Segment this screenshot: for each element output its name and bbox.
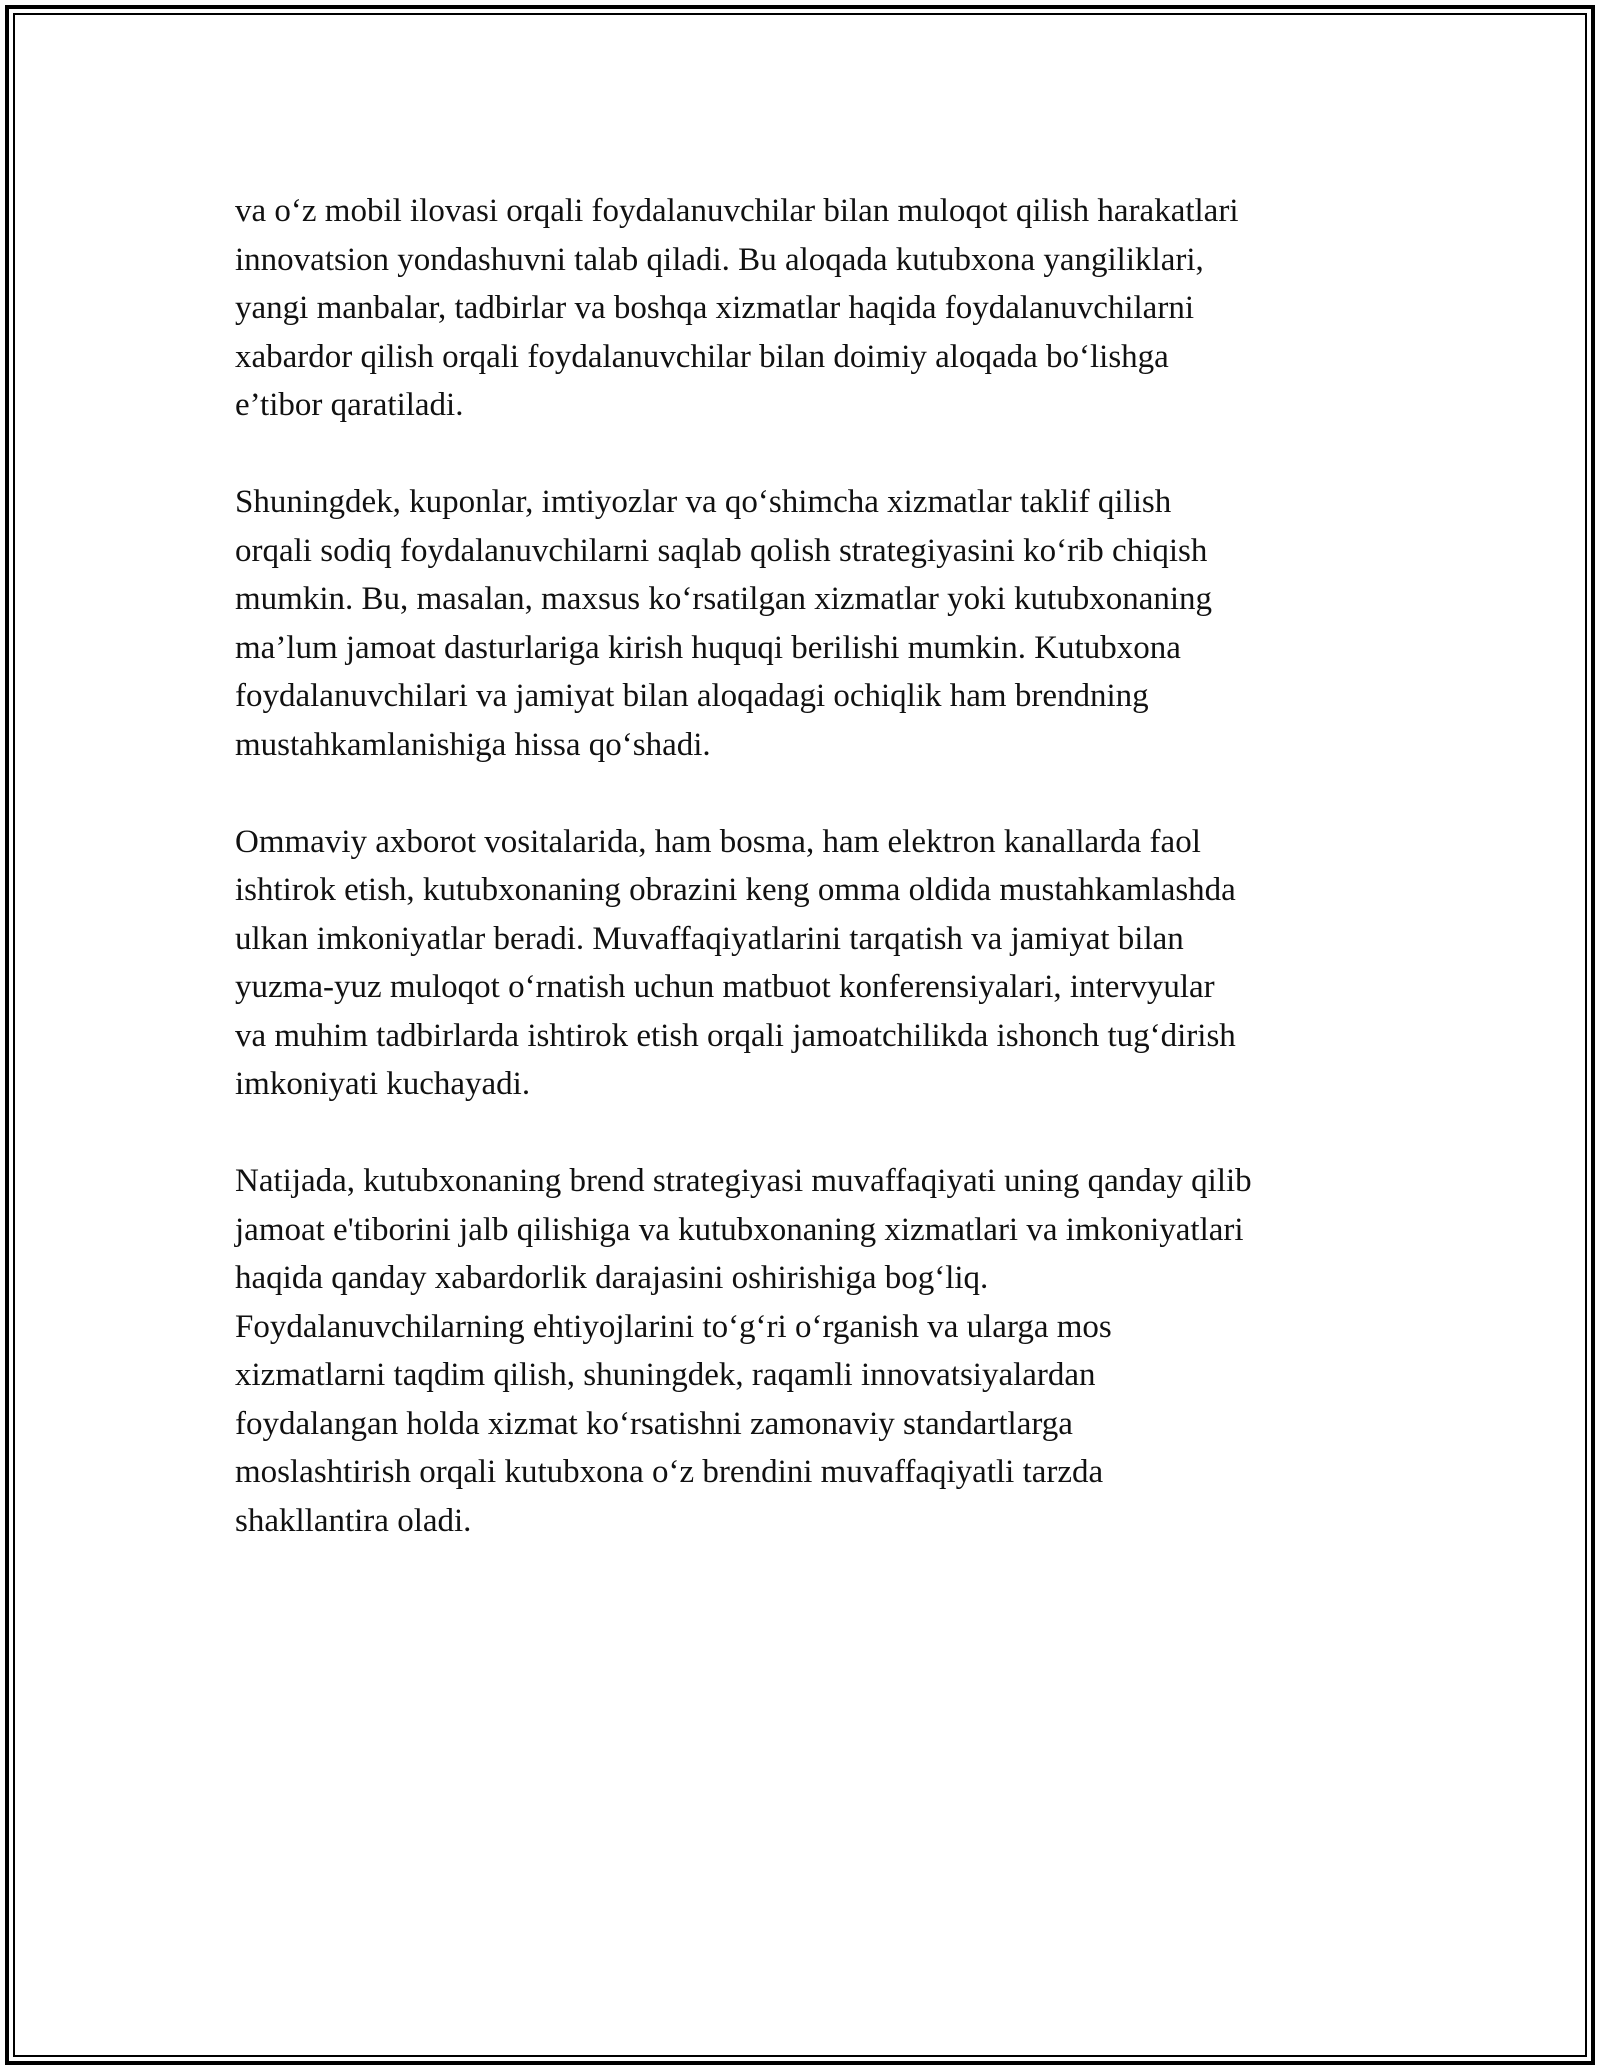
text-line: jamoat e'tiborini jalb qilishiga va kutubxonaning xizmatlari va imkoniyatlari bbox=[235, 1211, 1244, 1248]
text-line: yangi manbalar, tadbirlar va boshqa xizmatlar haqida foydalanuvchilarni bbox=[235, 290, 1194, 326]
text-line: foydalangan holda xizmat ko‘rsatishni zamonaviy standartlarga bbox=[235, 1405, 1073, 1442]
document-body bbox=[235, 187, 1370, 1594]
text-line: haqida qanday xabardorlik darajasini oshirishiga bog‘liq. bbox=[235, 1260, 989, 1296]
text-line: va muhim tadbirlarda ishtirok etish orqali jamoatchilikda ishonch tug‘dirish bbox=[235, 1017, 1236, 1054]
text-line: moslashtirish orqali kutubxona o‘z brendini muvaffaqiyatli tarzda bbox=[235, 1454, 1104, 1490]
text-line: ulkan imkoniyatlar beradi. Muvaffaqiyatlarini tarqatish va jamiyat bilan bbox=[235, 920, 1184, 957]
text-line: Ommaviy axborot vositalarida, ham bosma, ham elektron kanallarda faol bbox=[235, 823, 1201, 860]
text-line: e’tibor qaratiladi. bbox=[235, 387, 464, 423]
text-line: ma’lum jamoat dasturlariga kirish huquqi berilishi mumkin. Kutubxona bbox=[235, 629, 1181, 666]
text-line: imkoniyati kuchayadi. bbox=[235, 1066, 531, 1102]
paragraph-3 bbox=[235, 818, 1370, 1109]
text-line: yuzma-yuz muloqot o‘rnatish uchun matbuot konferensiyalari, intervyular bbox=[235, 969, 1215, 1005]
text-line: Shuningdek, kuponlar, imtiyozlar va qo‘shimcha xizmatlar taklif qilish bbox=[235, 484, 1172, 520]
text-line: Foydalanuvchilarning ehtiyojlarini to‘g‘ri o‘rganish va ularga mos bbox=[235, 1308, 1112, 1345]
text-line: xabardor qilish orqali foydalanuvchilar bilan doimiy aloqada bo‘lishga bbox=[235, 338, 1169, 375]
paragraph-2 bbox=[235, 478, 1370, 769]
text-line: ishtirok etish, kutubxonaning obrazini keng omma oldida mustahkamlashda bbox=[235, 872, 1236, 908]
text-line: foydalanuvchilari va jamiyat bilan aloqadagi ochiqlik ham brendning bbox=[235, 678, 1149, 714]
text-line: innovatsion yondashuvni talab qiladi. Bu aloqada kutubxona yangiliklari, bbox=[235, 241, 1204, 278]
text-line: va o‘z mobil ilovasi orqali foydalanuvchilar bilan muloqot qilish harakatlari bbox=[235, 193, 1239, 229]
paragraph-1 bbox=[235, 187, 1370, 430]
text-line: shakllantira oladi. bbox=[235, 1502, 472, 1539]
text-line: xizmatlarni taqdim qilish, shuningdek, raqamli innovatsiyalardan bbox=[235, 1357, 1096, 1393]
paragraph-4 bbox=[235, 1157, 1370, 1545]
text-line: mustahkamlanishiga hissa qo‘shadi. bbox=[235, 726, 711, 763]
text-line: mumkin. Bu, masalan, maxsus ko‘rsatilgan xizmatlar yoki kutubxonaning bbox=[235, 581, 1213, 617]
text-line: orqali sodiq foydalanuvchilarni saqlab qolish strategiyasini ko‘rib chiqish bbox=[235, 532, 1208, 569]
text-line: Natijada, kutubxonaning brend strategiyasi muvaffaqiyati uning qanday qilib bbox=[235, 1163, 1252, 1199]
